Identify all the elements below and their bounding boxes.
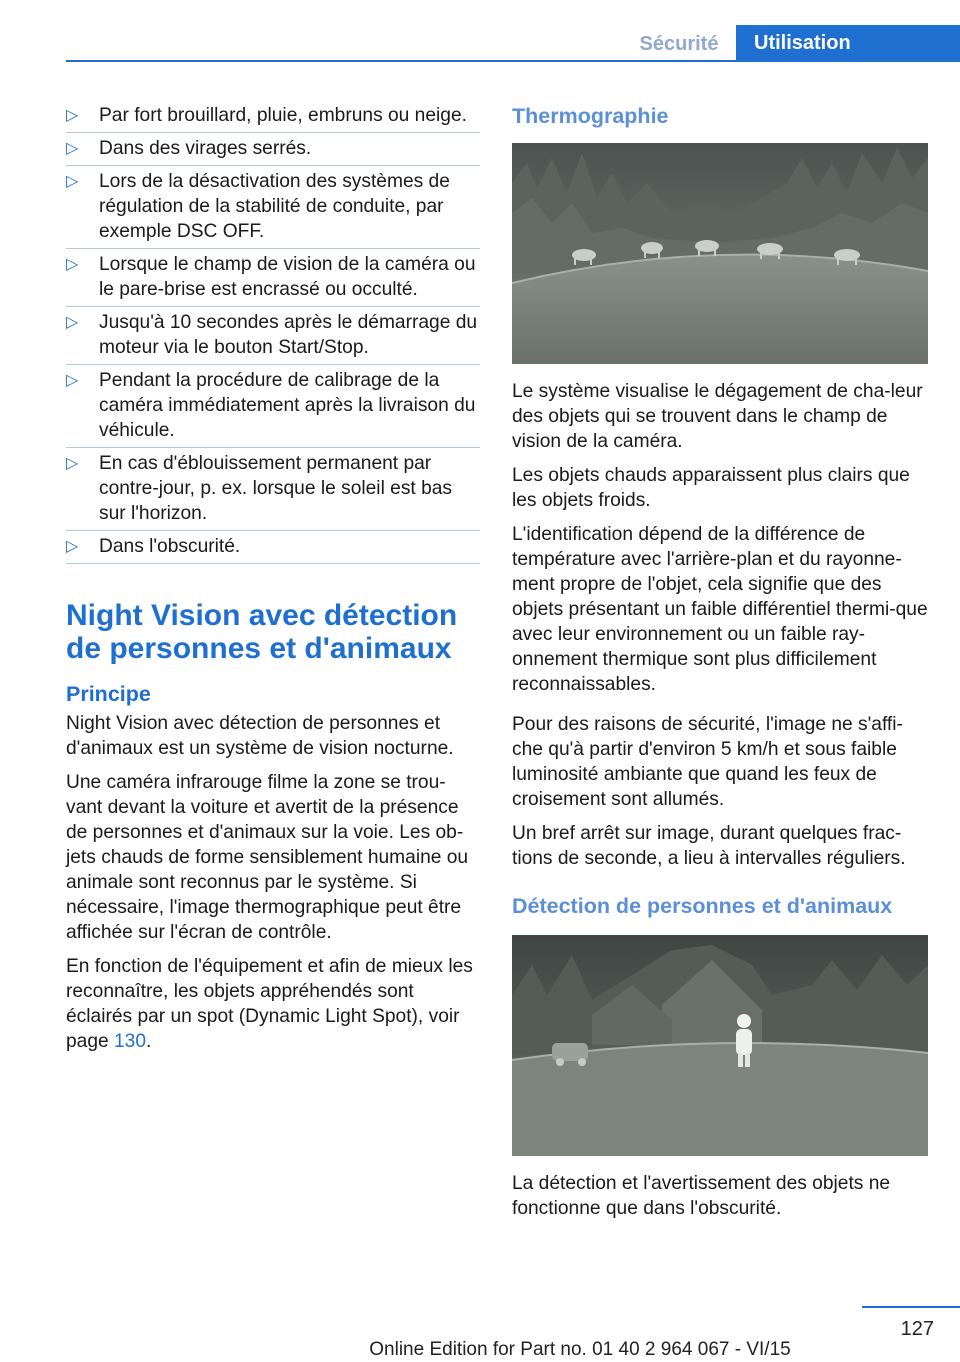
edition-footer: Online Edition for Part no. 01 40 2 964 067 - VI/15	[369, 1339, 791, 1360]
list-item: ▷ Par fort brouillard, pluie, embruns ou neige.	[66, 103, 480, 128]
paragraph: Pour des raisons de sécurité, l'image ne s'affi‐che qu'à partir d'environ 5 km/h et sous faible luminosité ambiante que quand les feux de croisement sont allumés.	[512, 714, 903, 810]
paragraph: Le système visualise le dégagement de cha‐leur des objets qui se trouvent dans le champ de vision de la caméra.	[512, 381, 923, 452]
paragraph: L'identification dépend de la différence de température avec l'arrière-plan et du rayonne‐ment propre de l'objet, cela signifie que des objets présentant un faible différentiel thermi‐que avec leur environnement ou un faible ray‐onnement thermique sont plus difficilement reconnaissables.	[512, 524, 928, 695]
triangle-bullet-icon: ▷	[66, 372, 79, 389]
paragraph: En fonction de l'équipement et afin de mieux les reconnaître, les objets appréhendés sont éclairés par un spot (Dynamic Light Spot), voir page 130.	[66, 956, 473, 1052]
heading-detection: Détection de personnes et d'animaux	[512, 894, 893, 918]
triangle-bullet-icon: ▷	[66, 455, 79, 472]
triangle-bullet-icon: ▷	[66, 140, 79, 157]
triangle-bullet-icon: ▷	[66, 107, 79, 124]
list-item: ▷ Lorsque le champ de vision de la caméra ou le pare-brise est encrassé ou occulté.	[66, 252, 480, 302]
section-tab-utilisation[interactable]: Utilisation	[736, 25, 960, 62]
page-number: 127	[900, 1318, 934, 1340]
section-heading: Night Vision avec détection de personnes et d'animaux	[66, 599, 458, 665]
subheading-principe: Principe	[66, 682, 151, 706]
list-item: ▷ Jusqu'à 10 secondes après le démarrage du moteur via le bouton Start/Stop.	[66, 310, 480, 360]
list-item: ▷ En cas d'éblouissement permanent par contre-jour, p. ex. lorsque le soleil est bas sur l'horizon.	[66, 451, 480, 526]
condition-list	[66, 103, 480, 559]
footer-rule	[862, 1306, 960, 1308]
list-item: ▷ Lors de la désactivation des systèmes de régulation de la stabilité de conduite, par exemple DSC OFF.	[66, 169, 480, 244]
right-column	[512, 103, 930, 1230]
page-link[interactable]: 130	[114, 1031, 147, 1052]
header-rule	[66, 60, 960, 62]
paragraph: Night Vision avec détection de personnes et d'animaux est un système de vision nocturne.	[66, 713, 454, 759]
left-column	[66, 103, 480, 1063]
list-item: ▷ Dans l'obscurité.	[66, 534, 480, 559]
heading-thermographie: Thermographie	[512, 104, 669, 128]
list-item: ▷ Pendant la procédure de calibrage de la caméra immédiatement après la livraison du véhicule.	[66, 368, 480, 443]
paragraph: Un bref arrêt sur image, durant quelques frac‐tions de seconde, a lieu à intervalles réguliers.	[512, 823, 906, 869]
list-item: ▷ Dans des virages serrés.	[66, 136, 480, 161]
section-tab-securite[interactable]: Sécurité	[639, 33, 719, 55]
thermal-image-pedestrian	[512, 935, 928, 1156]
paragraph: Les objets chauds apparaissent plus clairs que les objets froids.	[512, 465, 910, 511]
triangle-bullet-icon: ▷	[66, 173, 79, 190]
triangle-bullet-icon: ▷	[66, 538, 79, 555]
triangle-bullet-icon: ▷	[66, 256, 79, 273]
thermal-image-animals	[512, 143, 928, 364]
triangle-bullet-icon: ▷	[66, 314, 79, 331]
paragraph: Une caméra infrarouge filme la zone se trou‐vant devant la voiture et avertit de la présence de personnes et d'animaux sur la voie. Les ob‐jets chauds de forme sensiblement humaine ou animale sont reconnus par le système. Si nécessaire, l'image thermographique peut être affichée sur l'écran de contrôle.	[66, 772, 469, 943]
paragraph: La détection et l'avertissement des objets ne fonctionne que dans l'obscurité.	[512, 1173, 891, 1219]
